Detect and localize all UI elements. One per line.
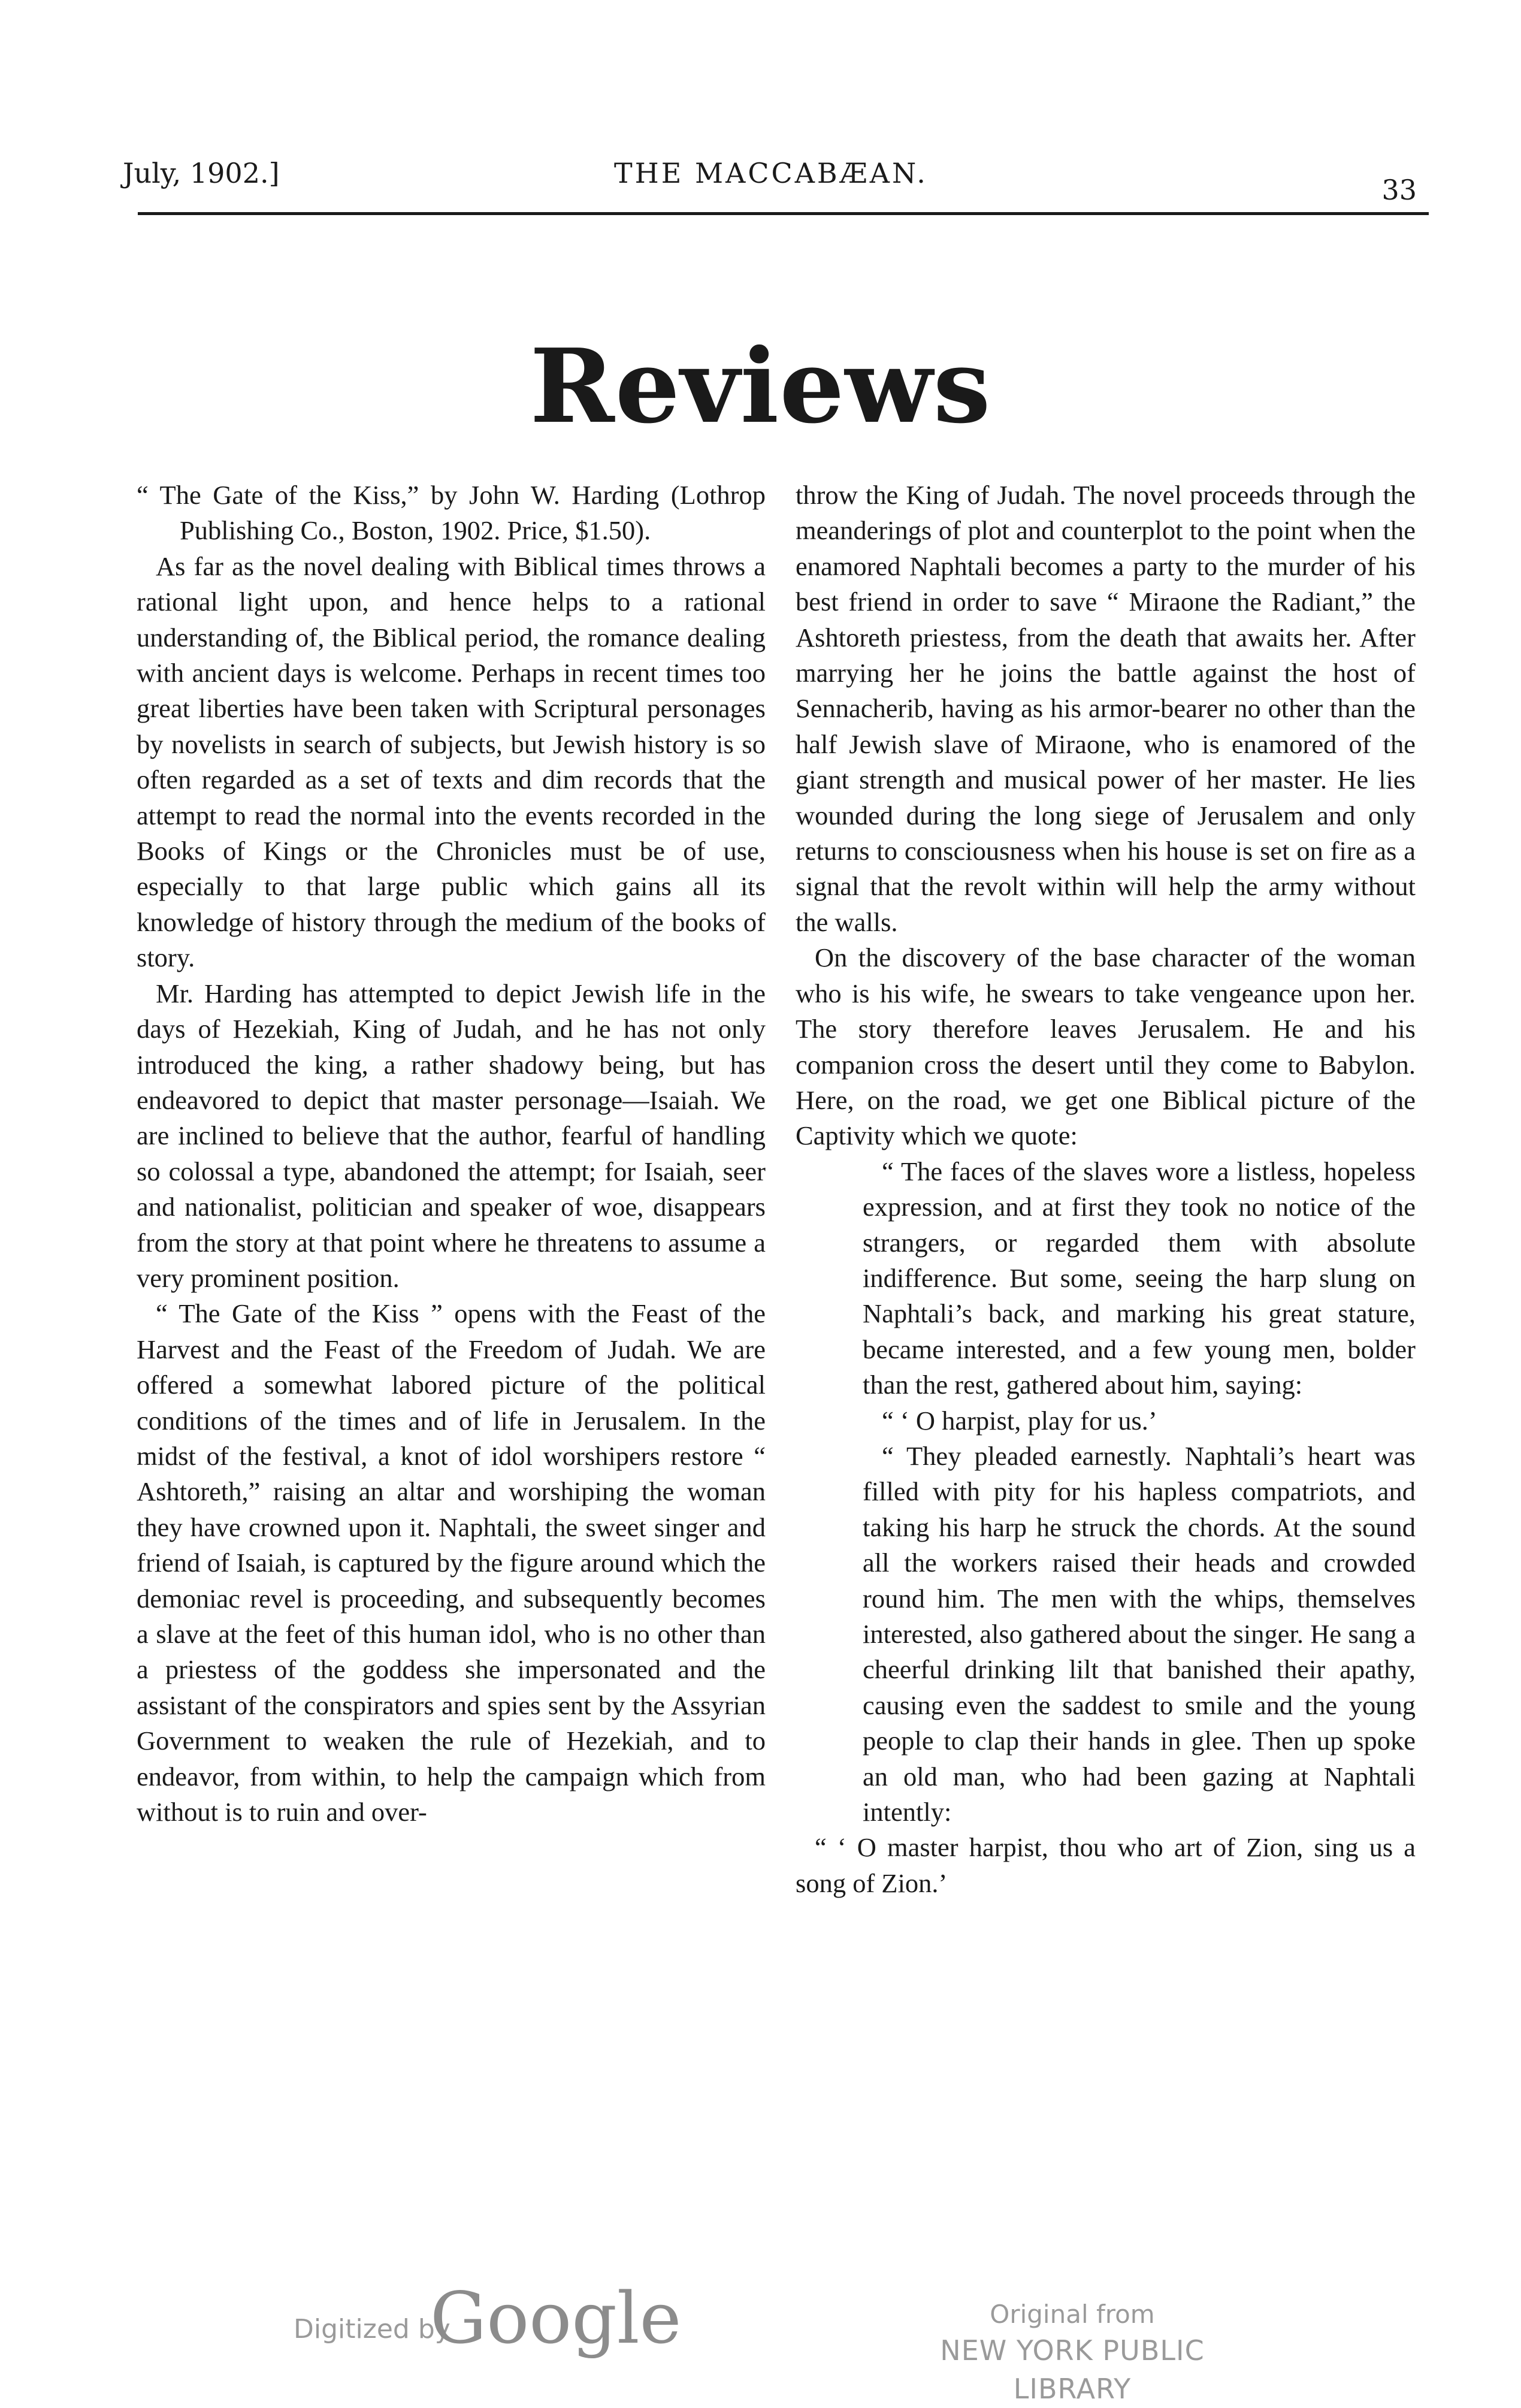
source-watermark — [878, 2298, 1267, 2408]
paragraph: On the discovery of the base character of the woman who is his wife, he swears to take vengeance upon her. The story therefore leaves Jerusalem. He and his companion cross the desert until they come to Babylon. Here, on the road, we get one Biblical picture of the Captivity which we quote: — [796, 942, 1416, 1151]
block-quote: “ ‘ O master harpist, thou who art of Zion, sing us a song of Zion.’ — [796, 1832, 1416, 1898]
original-from-text: Original from — [990, 2300, 1155, 2329]
header-date: July, 1902.] — [123, 157, 280, 189]
library-name: NEW YORK PUBLIC LIBRARY — [940, 2334, 1205, 2405]
block-quote: “ The faces of the slaves wore a listless, hopeless expression, and at first they took no notice of the strangers, or regarded them with absolute indifference. But some, seeing the harp slung on Naphtali’s back, and marking his great stature, became interested, and a few young men, bolder than the rest, gathered about him, saying: — [863, 1156, 1416, 1400]
header-rule — [138, 212, 1429, 215]
paragraph: As far as the novel dealing with Biblical times throws a rational light upon, and hence helps to a rational understanding of, the Biblical period, the romance dealing with ancient days is welcome. Perhaps in recent times too great liberties have been taken with Scriptural personages by novelists in search of subjects, but Jewish history is so often regarded as a set of texts and dim records that the attempt to read the normal into the events recorded in the Books of Kings or the Chronicles must be of use, especially to that large public which gains all its knowledge of history through the medium of the books of story. — [137, 551, 766, 973]
block-quote: “ They pleaded earnestly. Naphtali’s heart was filled with pity for his hapless compatriots, and taking his harp he struck the chords. At the sound all the workers raised their heads and crowded round him. The men with the whips, themselves interested, also gathered about the singer. He sang a cheerful drinking lilt that banished their apathy, causing even the saddest to smile and the young people to clap their hands in glee. Then up spoke an old man, who had been gazing at Naphtali intently: — [863, 1440, 1416, 1827]
running-header — [123, 157, 1429, 217]
block-quote: “ ‘ O harpist, play for us.’ — [882, 1405, 1157, 1436]
page-number: 33 — [1381, 174, 1417, 206]
paragraph-continued: throw the King of Judah. The novel proceeds through the meanderings of plot and counterplot to the point when the enamored Naphtali becomes a party to the murder of his best friend in order to save “ Miraone the Radiant,” the Ashtoreth priestess, from the death that awaits her. After marrying her he joins the battle against the host of Sennacherib, having as his armor-bearer no other than the half Jewish slave of Miraone, who is enamored of the giant strength and musical power of her master. He lies wounded during the long siege of Jerusalem and only returns to consciousness when his house is set on fire as a signal that the revolt within will help the army without the walls. — [796, 480, 1416, 937]
digitized-by-text: Digitized by — [294, 2314, 450, 2344]
review-citation: “ The Gate of the Kiss,” by John W. Harding (Lothrop Publishing Co., Boston, 1902. Price, $1.50). — [137, 480, 766, 546]
right-column — [796, 478, 1416, 1901]
left-column — [137, 478, 766, 1830]
paragraph: Mr. Harding has attempted to depict Jewish life in the days of Hezekiah, King of Judah, and he has not only introduced the king, a rather shadowy being, but has endeavored to depict that master personage—Isaiah. We are inclined to believe that the author, fearful of handling so colossal a type, abandoned the attempt; for Isaiah, seer and nationalist, politician and speaker of woe, disappears from the story at that point where he threatens to assume a very prominent position. — [137, 978, 766, 1293]
section-title: Reviews — [530, 327, 991, 446]
paragraph: “ The Gate of the Kiss ” opens with the Feast of the Harvest and the Feast of the Freedom of Judah. We are offered a somewhat labored picture of the political conditions of the times and of life in Jerusalem. In the midst of the festival, a knot of idol worshipers restore “ Ashtoreth,” raising an altar and worshiping the woman they have crowned upon it. Naphtali, the sweet singer and friend of Isaiah, is captured by the figure around which the demoniac revel is proceeding, and subsequently becomes a slave at the feet of this human idol, who is no other than a priestess of the goddess she impersonated and the assistant of the conspirators and spies sent by the Assyrian Government to weaken the rule of Hezekiah, and to endeavor, from within, to help the campaign which from without is to ruin and over- — [137, 1298, 766, 1827]
journal-title: THE MACCABÆAN. — [614, 157, 928, 189]
google-logo: Google — [430, 2277, 682, 2359]
